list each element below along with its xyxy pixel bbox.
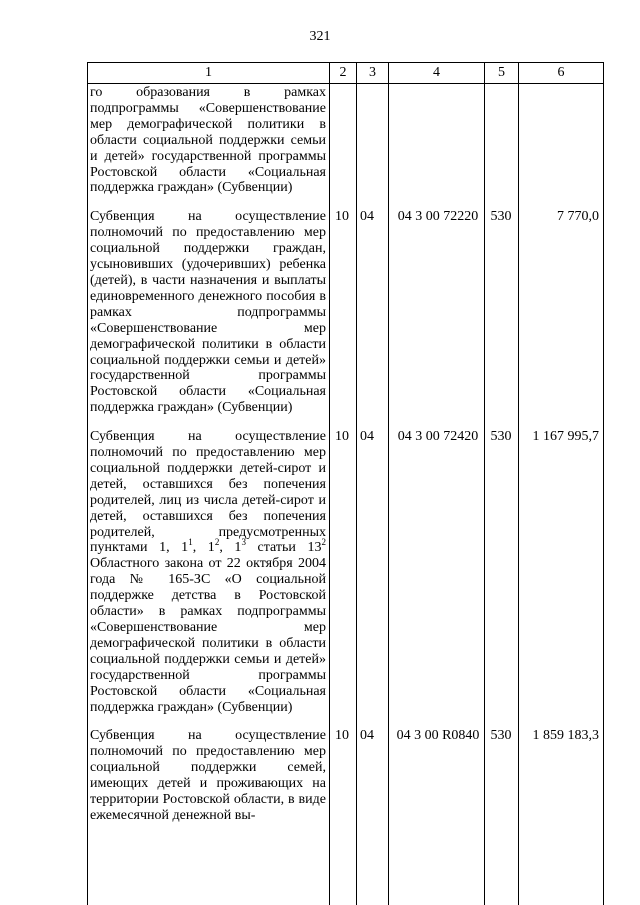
table-row — [88, 429, 604, 715]
row-expense-type: 530 — [490, 728, 512, 744]
row-amount: 7 770,0 — [557, 209, 599, 225]
row-description: Субвенция на осуществление полномочий по предоставлению мер социальной поддержки детей-сирот и детей, оставшихся без попечения родителей, лиц из числа детей-сирот и детей, оставшихся без попечения родителей, предусмотренных пунктами 1, $1^1$, $1^2$, $1^3$ статьи $13^2$ Областного закона от 22 октября 2004 года № 165-ЗС «О социальной поддержке детства в Ростовской области» в рамках подпрограммы «Совершенствование мер демографической политики в области социальной поддержки семьи и детей» государственной программы Ростовской области «Социальная поддержка граждан» (Субвенции) — [90, 429, 327, 715]
superscript: 3 — [241, 537, 246, 548]
row-target-code: 04 3 00 72420 — [397, 429, 479, 445]
row-amount: 1 859 183,3 — [532, 728, 599, 744]
superscript: 2 — [214, 537, 220, 548]
superscript: 1 — [188, 537, 193, 548]
row-expense-type: 530 — [490, 429, 512, 445]
row-subsection: 04 — [360, 728, 374, 744]
row-amount: 1 167 995,7 — [532, 429, 599, 445]
page-number: 321 — [309, 29, 331, 44]
table-body — [88, 84, 604, 824]
row-description: Субвенция на осуществление полномочий по предоставлению мер социальной поддержки граждан, усыновивших (удочеривших) ребенка (детей), в части назначения и выплаты единовременного денежного пособия в рамках подпрограммы «Совершенствование мер демографической политики в области социальной поддержки семьи и детей» государственной программы Ростовской области «Социальная поддержка граждан» (Субвенции) — [90, 209, 326, 416]
table-row — [88, 85, 604, 196]
table-row — [88, 209, 604, 416]
row-description: го образования в рамках подпрограммы «Совершенствование мер демографической политики в области социальной поддержки семьи и детей» государственной программы Ростовской области «Социальная поддержка граждан» (Субвенции) — [90, 85, 326, 196]
row-target-code: 04 3 00 R0840 — [396, 728, 480, 744]
header-col-2: 2 — [339, 65, 347, 80]
row-target-code: 04 3 00 72220 — [397, 209, 479, 225]
header-col-4: 4 — [433, 65, 440, 80]
row-section: 10 — [335, 209, 349, 225]
header-col-6: 6 — [557, 65, 565, 80]
header-col-1: 1 — [205, 65, 212, 80]
superscript: 2 — [321, 537, 327, 548]
table-row — [88, 728, 604, 823]
row-section: 10 — [335, 429, 349, 445]
row-expense-type: 530 — [490, 209, 512, 225]
header-col-5: 5 — [498, 65, 505, 80]
row-subsection: 04 — [360, 209, 374, 225]
table-header — [88, 62, 604, 84]
row-subsection: 04 — [360, 429, 374, 445]
row-section: 10 — [335, 728, 349, 744]
budget-table — [87, 62, 604, 905]
header-col-3: 3 — [369, 65, 376, 80]
row-description: Субвенция на осуществление полномочий по предоставлению мер социальной поддержки семей, имеющих детей и проживающих на территории Ростовской области, в виде ежемесячной денежной вы- — [90, 728, 326, 823]
